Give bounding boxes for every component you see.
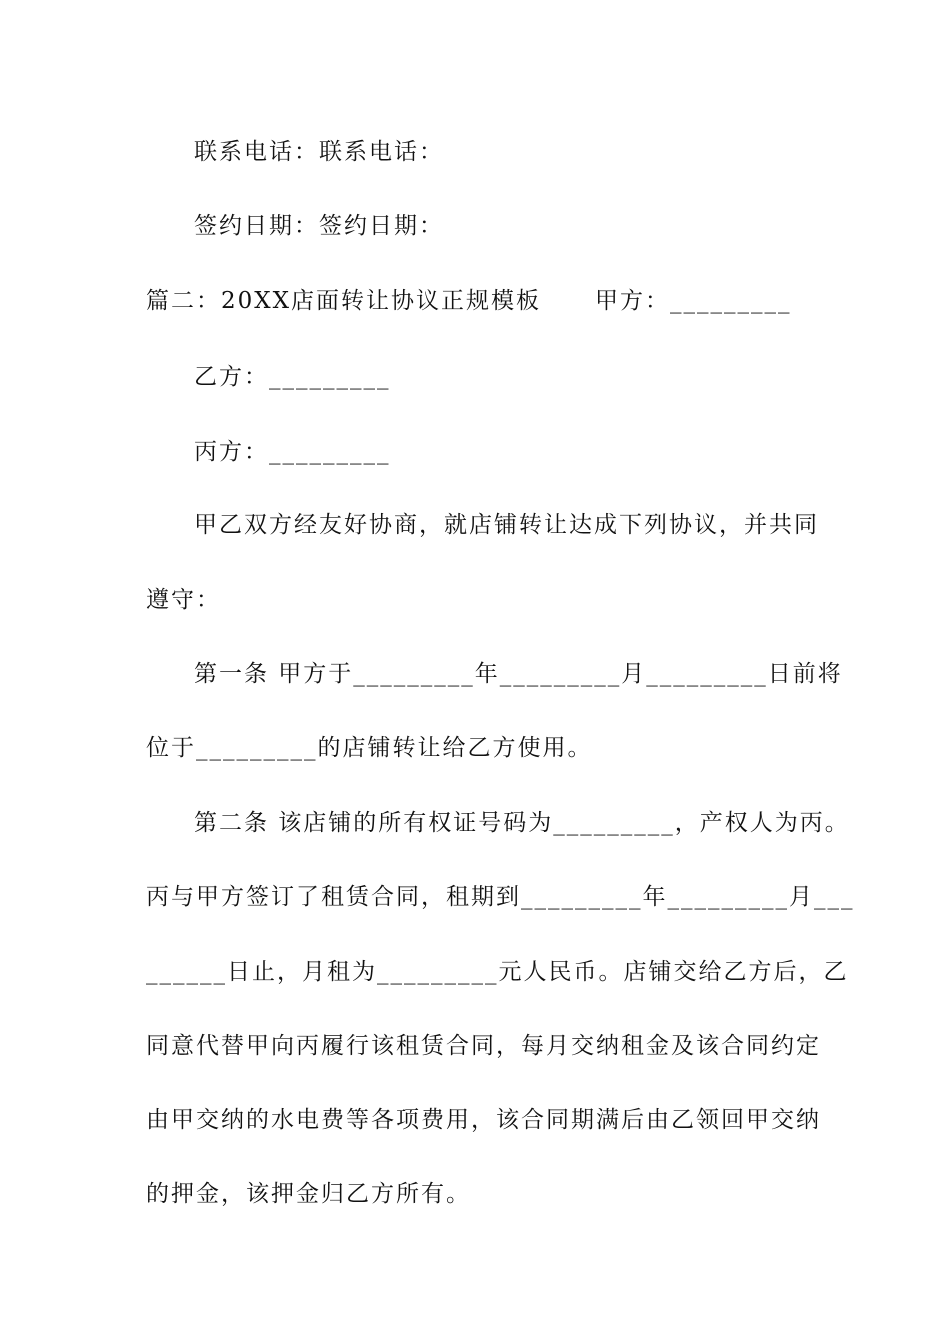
signing-date-line: 签约日期：签约日期： <box>194 213 444 239</box>
article-2-line-3: ______日止，月租为_________元人民币。店铺交给乙方后，乙 <box>146 959 849 985</box>
article-2-line-5: 由甲交纳的水电费等各项费用，该合同期满后由乙领回甲交纳 <box>146 1107 821 1133</box>
party-b-field: 乙方：_________ <box>194 364 391 390</box>
article-2-line-2: 丙与甲方签订了租赁合同，租期到_________年_________月___ <box>146 884 855 910</box>
party-a-field: 甲方：_________ <box>595 288 792 314</box>
contact-phone-line: 联系电话：联系电话： <box>194 139 444 165</box>
article-2-line-1: 第二条 该店铺的所有权证号码为_________，产权人为丙。 <box>194 810 850 836</box>
party-c-field: 丙方：_________ <box>194 439 391 465</box>
article-2-line-4: 同意代替甲向丙履行该租赁合同，每月交纳租金及该合同约定 <box>146 1033 821 1059</box>
preamble-line-1: 甲乙双方经友好协商，就店铺转让达成下列协议，并共同 <box>194 512 819 538</box>
article-2-line-6: 的押金，该押金归乙方所有。 <box>146 1181 471 1207</box>
section-heading: 篇二：20XX店面转让协议正规模板 <box>146 288 542 314</box>
article-1-line-2: 位于_________的店铺转让给乙方使用。 <box>146 735 593 761</box>
preamble-line-2: 遵守： <box>146 587 221 613</box>
article-1-line-1: 第一条 甲方于_________年_________月_________日前将 <box>194 661 843 687</box>
section-heading-line <box>146 286 792 316</box>
